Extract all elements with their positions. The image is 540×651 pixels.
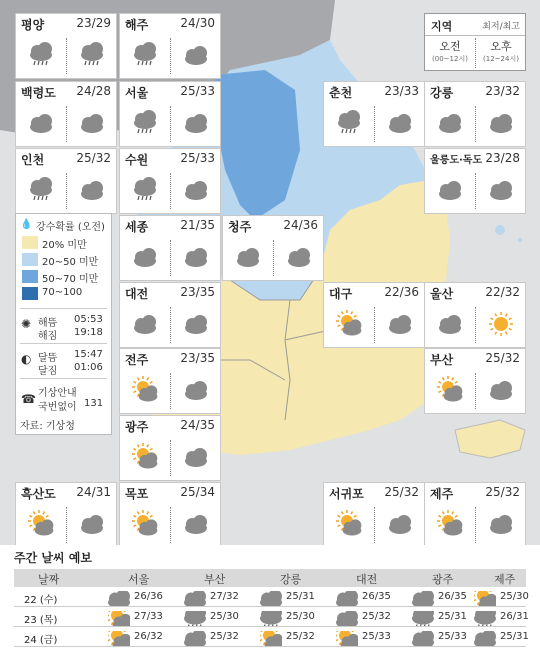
city-name: 울산: [430, 287, 454, 301]
cloud-icon: [274, 238, 324, 280]
cloud-icon: [375, 305, 425, 347]
suncloud-icon: [425, 505, 475, 547]
sunrise-label: 해뜸: [38, 318, 58, 329]
city-card-incheon: [15, 148, 117, 214]
legend-level-label: 20~50 미만: [42, 257, 99, 268]
key-am: [425, 38, 475, 64]
weekly-header: [14, 569, 526, 587]
city-name: 서울: [125, 86, 149, 100]
weekly-temp: 26/32: [134, 631, 163, 642]
city-name: 목포: [125, 487, 149, 501]
weekly-header-cell: 제주: [494, 573, 516, 586]
cloud-icon: [120, 238, 170, 280]
weekly-cell: [108, 629, 180, 646]
city-name: 해주: [125, 18, 149, 32]
suncloud-icon: [120, 371, 170, 413]
weekly-header-cell: 대전: [356, 573, 378, 586]
city-temp: 24/30: [180, 16, 215, 30]
key-pm-sub: (12~24시): [483, 55, 519, 63]
cloud-icon: [171, 438, 221, 480]
suncloud-icon: [324, 505, 374, 547]
legend-level-label: 20% 미만: [42, 240, 87, 251]
city-name: 흑산도: [21, 487, 56, 501]
info-line2: 국번없이: [38, 402, 77, 413]
cloud-icon: [171, 104, 221, 146]
weekly-cell: [184, 609, 256, 626]
weekly-temp: 25/33: [362, 631, 391, 642]
legend-swatch: [22, 287, 38, 300]
key-pm: [476, 38, 526, 64]
weekly-cell: [184, 629, 256, 646]
city-card-heuksando: [15, 482, 117, 548]
weekly-cell: [474, 629, 540, 646]
moonset-label: 달짐: [38, 366, 58, 377]
weekly-temp: 25/31: [500, 631, 529, 642]
legend-swatch: [22, 236, 38, 249]
legend-title: 강수확률 (오전): [36, 222, 105, 233]
city-temp: 23/29: [76, 16, 111, 30]
weekly-header-cell: 날짜: [38, 573, 60, 586]
city-card-gangneung: [424, 81, 526, 147]
city-temp: 25/34: [180, 485, 215, 499]
cloud-icon: [171, 505, 221, 547]
weekly-temp: 25/32: [362, 611, 391, 622]
city-card-cheongju: [222, 215, 324, 281]
key-box: [424, 13, 526, 71]
weekly-temp: 26/35: [362, 591, 391, 602]
weekly-temp: 25/32: [210, 631, 239, 642]
legend-swatch: [22, 270, 38, 283]
weekly-date: 24 (금): [24, 635, 58, 646]
city-temp: 25/32: [485, 485, 520, 499]
city-name: 평양: [21, 18, 45, 32]
city-temp: 23/35: [180, 285, 215, 299]
city-card-baengnyeongdo: [15, 81, 117, 147]
key-header: [425, 14, 525, 36]
city-temp: 23/32: [485, 84, 520, 98]
weekly-row: [14, 628, 529, 647]
weekly-temp: 26/31: [500, 611, 529, 622]
moonrise-label: 달뜸: [38, 353, 58, 364]
weekly-date: 23 (목): [24, 615, 58, 626]
weekly-temp: 25/31: [438, 611, 467, 622]
city-temp: 22/32: [485, 285, 520, 299]
weekly-cell: [260, 629, 332, 646]
rain-icon: [120, 36, 170, 78]
weekly-date: 22 (수): [24, 595, 58, 606]
city-card-seogwipo: [323, 482, 425, 548]
city-name: 제주: [430, 487, 454, 501]
city-temp: 23/28: [485, 151, 520, 165]
weekly-row: [14, 588, 529, 607]
rain-icon: [16, 171, 66, 213]
city-card-mokpo: [119, 482, 221, 548]
suncloud-icon: [324, 305, 374, 347]
cloud-icon: [171, 36, 221, 78]
weekly-temp: 27/33: [134, 611, 163, 622]
region-label: 지역: [431, 20, 453, 33]
city-card-chuncheon: [323, 81, 425, 147]
city-name: 강릉: [430, 86, 454, 100]
sun-icon: ✺: [21, 317, 32, 331]
weekly-temp: 26/35: [438, 591, 467, 602]
key-am-sub: (00~12시): [432, 55, 468, 63]
cloud-icon: [171, 371, 221, 413]
city-name: 대전: [125, 287, 149, 301]
suncloud-icon: [120, 438, 170, 480]
weekly-cell: [336, 589, 408, 606]
weekly-header-cell: 서울: [128, 573, 150, 586]
moon-icon: ◐: [21, 352, 32, 366]
drop-icon: 💧: [20, 219, 33, 230]
weekly-cell: [260, 609, 332, 626]
rain-icon: [67, 36, 117, 78]
cloud-icon: [120, 305, 170, 347]
weekly-temp: 25/30: [210, 611, 239, 622]
city-temp: 21/35: [180, 218, 215, 232]
cloud-icon: [67, 104, 117, 146]
cloud-icon: [375, 104, 425, 146]
cloud-icon: [425, 171, 475, 213]
city-temp: 23/33: [384, 84, 419, 98]
city-temp: 24/36: [283, 218, 318, 232]
city-temp: 25/32: [384, 485, 419, 499]
city-card-sejong: [119, 215, 221, 281]
sunset-time: 19:18: [74, 327, 103, 338]
rain-icon: [16, 36, 66, 78]
sunrise-time: 05:53: [74, 314, 103, 325]
cloud-icon: [425, 305, 475, 347]
cloud-icon: [67, 171, 117, 213]
city-temp: 25/32: [76, 151, 111, 165]
rain-icon: [120, 104, 170, 146]
source-text: 자료: 기상청: [20, 421, 75, 432]
weekly-temp: 25/31: [286, 591, 315, 602]
city-name: 수원: [125, 153, 149, 167]
city-card-jeonju: [119, 348, 221, 414]
city-name: 청주: [228, 220, 252, 234]
city-temp: 25/33: [180, 151, 215, 165]
city-card-ulsan: [424, 282, 526, 348]
phone-icon: ☎: [21, 392, 36, 406]
suncloud-icon: [120, 505, 170, 547]
weekly-cell: [474, 609, 540, 626]
weekly-cell: [260, 589, 332, 606]
cloud-icon: [476, 171, 526, 213]
moonset-time: 01:06: [74, 362, 103, 373]
rain-icon: [324, 104, 374, 146]
weekly-cell: [108, 589, 180, 606]
city-name: 대구: [329, 287, 353, 301]
cloud-icon: [476, 104, 526, 146]
cloud-icon: [171, 305, 221, 347]
city-card-haeju: [119, 13, 221, 79]
legend-level-label: 70~100: [42, 287, 83, 298]
weekly-cell: [474, 589, 540, 606]
city-card-daejeon: [119, 282, 221, 348]
cloud-icon: [16, 104, 66, 146]
weekly-cell: [336, 609, 408, 626]
sunset-label: 해짐: [38, 331, 58, 342]
city-name: 인천: [21, 153, 45, 167]
cloud-icon: [171, 238, 221, 280]
cloud-icon: [223, 238, 273, 280]
weekly-temp: 27/32: [210, 591, 239, 602]
weekly-temp: 26/36: [134, 591, 163, 602]
city-card-pyongyang: [15, 13, 117, 79]
city-temp: 25/33: [180, 84, 215, 98]
city-card-daegu: [323, 282, 425, 348]
city-name: 부산: [430, 353, 454, 367]
rain-icon: [120, 171, 170, 213]
legend-level-label: 50~70 미만: [42, 274, 99, 285]
city-temp: 24/28: [76, 84, 111, 98]
weekly-cell: [184, 589, 256, 606]
weekly-header-cell: 강릉: [280, 573, 302, 586]
weekly-forecast: [0, 545, 540, 651]
key-am-label: 오전: [439, 40, 461, 53]
cloud-icon: [425, 104, 475, 146]
weekly-temp: 25/33: [438, 631, 467, 642]
city-name: 춘천: [329, 86, 353, 100]
city-temp: 24/35: [180, 418, 215, 432]
moonrise-time: 15:47: [74, 349, 103, 360]
city-card-seoul: [119, 81, 221, 147]
city-name: 울릉도·독도: [430, 155, 483, 166]
city-temp: 24/31: [76, 485, 111, 499]
cloud-icon: [375, 505, 425, 547]
info-number: 131: [84, 398, 104, 409]
city-card-suwon: [119, 148, 221, 214]
suncloud-icon: [16, 505, 66, 547]
weekly-title: 주간 날씨 예보: [14, 551, 92, 565]
city-card-busan: [424, 348, 526, 414]
city-name: 서귀포: [329, 487, 364, 501]
weekly-row: [14, 608, 529, 627]
city-card-gwangju: [119, 415, 221, 481]
weekly-cell: [336, 629, 408, 646]
city-name: 세종: [125, 220, 149, 234]
weekly-header-cell: 부산: [204, 573, 226, 586]
cloud-icon: [476, 371, 526, 413]
weekly-header-cell: 광주: [432, 573, 454, 586]
weekly-temp: 25/30: [286, 611, 315, 622]
city-temp: 25/32: [485, 351, 520, 365]
city-name: 광주: [125, 420, 149, 434]
city-temp: 23/35: [180, 351, 215, 365]
cloud-icon: [171, 171, 221, 213]
city-card-jeju: [424, 482, 526, 548]
city-card-ulleungdo: [424, 148, 526, 214]
legend-box: [15, 213, 112, 435]
weekly-temp: 25/30: [500, 591, 529, 602]
weekly-temp: 25/32: [286, 631, 315, 642]
city-name: 전주: [125, 353, 149, 367]
city-name: 백령도: [21, 86, 56, 100]
suncloud-icon: [425, 371, 475, 413]
weekly-cell: [108, 609, 180, 626]
minmax-label: 최저/최고: [482, 22, 520, 32]
city-temp: 22/36: [384, 285, 419, 299]
cloud-icon: [476, 505, 526, 547]
legend-swatch: [22, 253, 38, 266]
info-line1: 기상안내: [38, 388, 77, 399]
cloud-icon: [67, 505, 117, 547]
key-pm-label: 오후: [490, 40, 512, 53]
sun-icon: [476, 305, 526, 347]
